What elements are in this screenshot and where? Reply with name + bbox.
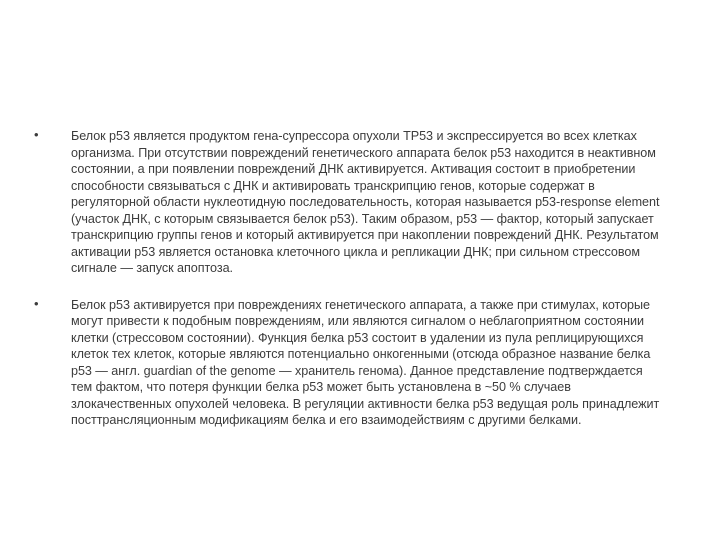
bullet-list [34,127,666,449]
bullet-item-2 [34,295,666,429]
bullet-icon: • [34,127,39,142]
bullet-text: Белок p53 активируется при повреждениях генетического аппарата, а также при стимулах, которые могут привести к подобным повреждениям, или являются сигналом о неблагоприятном состоянии клетки (стрессовом состоянии). Функция белка p53 состоит в удалении из пула реплицирующихся клеток тех клеток, которые являются потенциально онкогенными (отсюда образное название белка p53 — англ. guardian of the genome — хранитель генома). Данное представление подтверждается тем фактом, что потеря функции белка p53 может быть установлена в ~50 % случаев злокачественных опухолей человека. В регуляции активности белка p53 ведущая роль принадлежит посттрансляционным модификациям белка и его взаимодействиям с другими белками. [71,297,660,427]
bullet-text: Белок p53 является продуктом гена-супрессора опухоли TP53 и экспрессируется во всех клетках организма. При отсутствии повреждений генетического аппарата белок p53 находится в неактивном состоянии, а при появлении повреждений ДНК активируется. Активация состоит в приобретении способности связываться с ДНК и активировать транскрипцию генов, которые содержат в регуляторной области нуклеотидную последовательность, которая называется p53-response element (участок ДНК, с которым связывается белок p53). Таким образом, p53 — фактор, который запускает транскрипцию группы генов и который активируется при накоплении повреждений ДНК. Результатом активации p53 является остановка клеточного цикла и репликации ДНК; при сильном стрессовом сигнале — запуск апоптоза. [71,129,660,275]
bullet-icon: • [34,295,39,311]
bullet-item-1 [34,127,666,277]
